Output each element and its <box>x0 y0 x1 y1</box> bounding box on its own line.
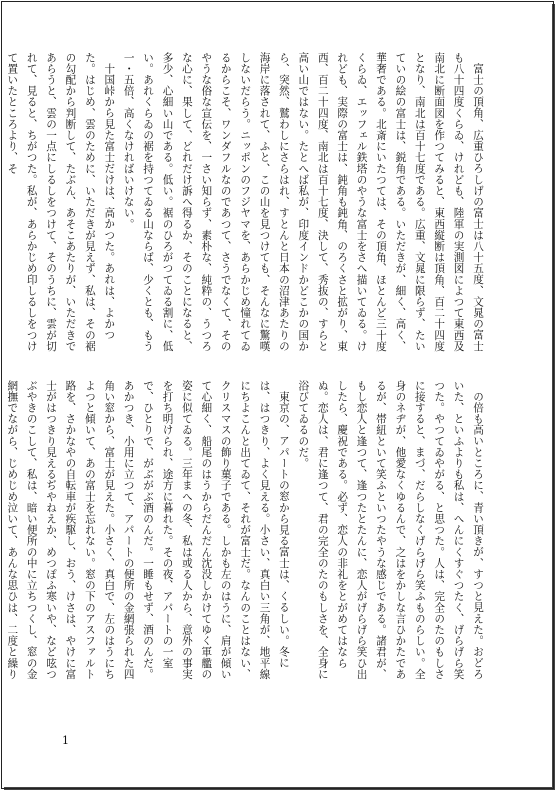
page-number: 1 <box>62 734 69 747</box>
text-block-bottom <box>6 380 487 680</box>
paragraph: 東京の、アパートの窓から見る富士は、くるしい。冬には、はつきり、よく見える。小さい、真白い三角が、地平線にちよこんと出てゐて、それが富士だ。なんのことはない、クリスマスの飾り菓子である。しかも左のはうに、肩が傾いて心細く、船尾のはうからだんだん沈没しかけてゆく軍艦の姿に似てゐる。三年まへの冬、私は或る人から、意外の事実を打ち明けられ、途方に暮れた。その夜、アパートの一室で、ひとりで、がぶがぶ酒のんだ。一睡もせず、酒のんだ。あかつき、小用に立つて、アパートの便所の金網張られた四角い窓から、富士が見えた。小さく、真白で、左のはうにちよつと傾いて、あの富士を忘れない。窓の下のアスファルト路を、さかなやの自転車が疾駆し、おう、けさは、やけに富士がはつきり見えるぢやねえか、めつぽふ寒いや、など呟つぶやきのこして、私は、暗い便所の中に立ちつくし、窓の金網撫でながら、じめじめ泣いて、あんな思ひは、二度と繰り <box>6 380 290 680</box>
paragraph: 富士の頂角、広重ひろしげの富士は八十五度、文晁の富士も八十四度くらゐ、けれども、陸軍の実測図によつて東西及南北に断面図を作つてみると、東西縦断は頂角、百二十四度となり、南北は百十七度である。広重、文晁に限らず、たいていの絵の富士は、鋭角である。いただきが、細く、高く、華奢である。北斎にいたつては、その頂角、ほとんど三十度くらゐ、エッフェル鉄塔のやうな富士をさへ描いてゐる。けれども、実際の富士は、鈍角も鈍角、のろくさと拡がり、東西、百二十四度、南北は百十七度、決して、秀抜の、すらと高い山ではない。たとへば私が、印度インドかどこかの国から、突然、鷲わしにさらはれ、すとんと日本の沼津あたりの海岸に落されて、ふと、この山を見つけても、そんなに驚嘆しないだらう。ニッポンのフジヤマを、あらかじめ憧れてゐるからこそ、ワンダフルなのであつて、さうでなくて、そのやうな俗な宣伝を、一さい知らず、素朴な、純粋の、うつろな心に、果して、どれだけ訴へ得るか、そのことになると、多少、心細い山である。低い。裾のひろがつてゐる割に、低い。あれくらゐの裾を持つてゐる山ならば、少くとも、もう一・五倍、高くなければいけない。 <box>122 52 484 352</box>
text-block-top <box>6 52 487 352</box>
paragraph: の倍も高いところに、青い頂きが、すつと見えた。おどろいた、といふよりも私は、へんにくすぐつたく、げらげら笑つた。やつてゐやがる、と思つた。人は、完全のたのもしさに接すると、まづ、だらしなくげらげら笑ふものらしい。全身のネヂが、他愛なくゆるんで、之はをかしな言ひかたであるが、帯紐といて笑ふといつたやうな感じである。諸君が、もし恋人と逢つて、逢つたとたんに、恋人がげらげら笑ひ出したら、慶祝である。必ず、恋人の非礼をとがめてはならぬ。恋人は、君に逢つて、君の完全のたのもしさを、全身に浴びてゐるのだ。 <box>297 380 484 680</box>
paragraph: 十国峠から見た富士だけは、高かつた。あれは、よかつた。はじめ、雲のために、いただきが見えず、私は、その裾の勾配から判断して、たぶん、あそこあたりが、いただきであらうと、雲の一点にしるしをつけて、そのうちに、雲が切れて、見ると、ちがつた。私が、あらかじめ印しるしをつけて置いたところより、そ <box>6 52 116 352</box>
